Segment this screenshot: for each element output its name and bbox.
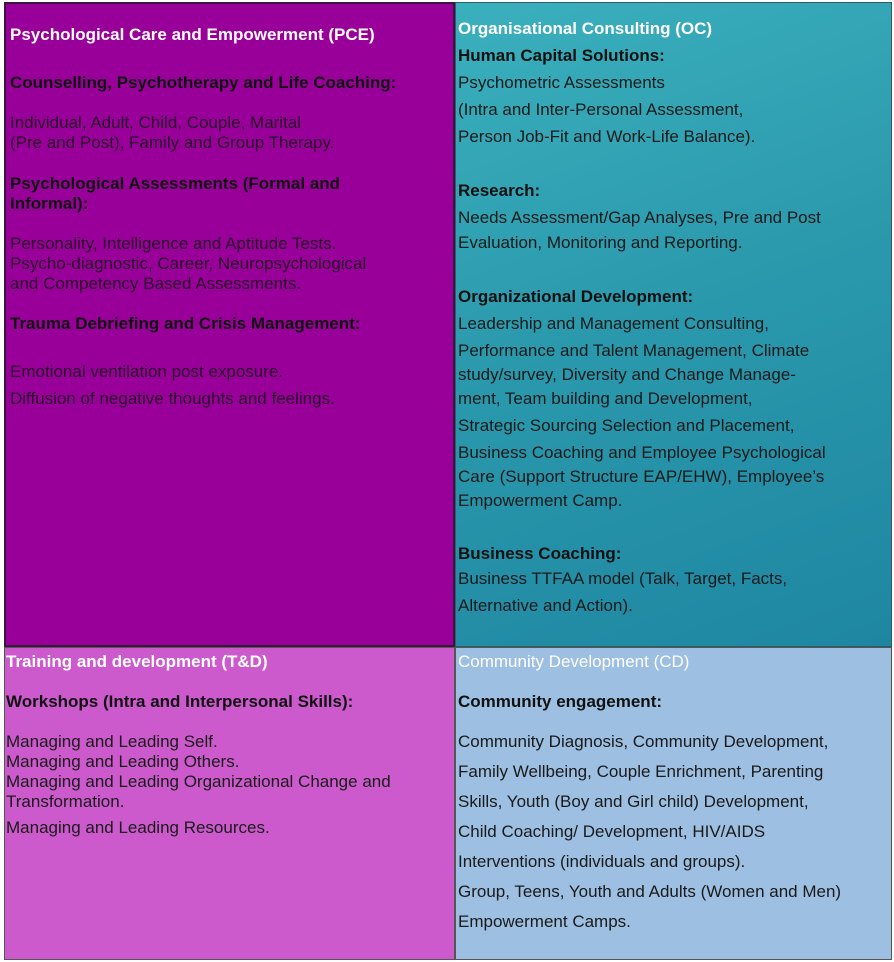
oc-bc-line-2: Alternative and Action). xyxy=(458,596,633,615)
oc-od-line-5: Strategic Sourcing Selection and Placement, xyxy=(458,416,795,435)
td-line-2: Managing and Leading Others. xyxy=(6,752,240,771)
cd-line-6: Group, Teens, Youth and Adults (Women and Men) xyxy=(458,882,842,901)
pce-counselling-line-2: (Pre and Post), Family and Group Therapy. xyxy=(10,133,335,152)
oc-title: Organisational Consulting (OC) xyxy=(458,19,713,38)
oc-hcs-line-3: Person Job-Fit and Work-Life Balance). xyxy=(458,127,756,146)
td-line-5: Managing and Leading Resources. xyxy=(6,818,270,837)
oc-research-heading: Research: xyxy=(458,181,541,200)
pce-panel xyxy=(4,2,455,647)
oc-hcs-line-1: Psychometric Assessments xyxy=(458,73,665,92)
pce-trauma-line-1: Emotional ventilation post exposure. xyxy=(10,362,284,381)
cd-line-2: Family Wellbeing, Couple Enrichment, Parenting xyxy=(458,762,824,781)
td-panel xyxy=(4,647,455,960)
oc-od-line-1: Leadership and Management Consulting, xyxy=(458,314,769,333)
oc-research-line-1: Needs Assessment/Gap Analyses, Pre and Post xyxy=(458,208,821,227)
pce-title: Psychological Care and Empowerment (PCE) xyxy=(10,25,375,44)
pce-assessments-heading-1: Psychological Assessments (Formal and xyxy=(10,174,341,193)
oc-od-line-6: Business Coaching and Employee Psychological xyxy=(458,443,826,462)
pce-counselling-heading: Counselling, Psychotherapy and Life Coaching: xyxy=(10,73,397,92)
td-workshops-heading: Workshops (Intra and Interpersonal Skills): xyxy=(6,692,354,711)
oc-bc-line-1: Business TTFAA model (Talk, Target, Facts, xyxy=(458,569,788,588)
oc-od-line-3: study/survey, Diversity and Change Manage- xyxy=(458,365,796,384)
cd-line-5: Interventions (individuals and groups). xyxy=(458,852,746,871)
cd-line-1: Community Diagnosis, Community Development, xyxy=(458,732,829,751)
cd-title: Community Development (CD) xyxy=(458,652,690,671)
td-line-4: Transformation. xyxy=(6,792,125,811)
oc-research-line-2: Evaluation, Monitoring and Reporting. xyxy=(458,233,743,252)
oc-od-heading: Organizational Development: xyxy=(458,287,694,306)
oc-od-line-8: Empowerment Camp. xyxy=(458,491,623,510)
td-title: Training and development (T&D) xyxy=(6,652,268,671)
pce-assessments-line-2: Psycho-diagnostic, Career, Neuropsychological xyxy=(10,254,367,273)
pce-assessments-heading-2: Informal): xyxy=(10,194,89,213)
cd-panel xyxy=(455,647,892,960)
pce-assessments-line-1: Personality, Intelligence and Aptitude Tests. xyxy=(10,234,337,253)
oc-od-line-4: ment, Team building and Development, xyxy=(458,389,753,408)
oc-od-line-7: Care (Support Structure EAP/EHW), Employee’s xyxy=(458,467,825,486)
cd-line-3: Skills, Youth (Boy and Girl child) Development, xyxy=(458,792,809,811)
pce-assessments-line-3: and Competency Based Assessments. xyxy=(10,274,302,293)
oc-hcs-heading: Human Capital Solutions: xyxy=(458,46,665,65)
cd-engagement-heading: Community engagement: xyxy=(458,692,663,711)
oc-od-line-2: Performance and Talent Management, Climate xyxy=(458,341,810,360)
pce-counselling-line-1: Individual, Adult, Child, Couple, Marital xyxy=(10,113,302,132)
cd-line-7: Empowerment Camps. xyxy=(458,912,631,931)
oc-bc-heading: Business Coaching: xyxy=(458,544,622,563)
cd-line-4: Child Coaching/ Development, HIV/AIDS xyxy=(458,822,766,841)
td-line-1: Managing and Leading Self. xyxy=(6,732,218,751)
pce-trauma-heading: Trauma Debriefing and Crisis Management: xyxy=(10,314,361,333)
pce-trauma-line-2: Diffusion of negative thoughts and feelings. xyxy=(10,389,335,408)
oc-hcs-line-2: (Intra and Inter-Personal Assessment, xyxy=(458,100,744,119)
oc-panel xyxy=(455,2,892,647)
td-line-3: Managing and Leading Organizational Change and xyxy=(6,772,391,791)
